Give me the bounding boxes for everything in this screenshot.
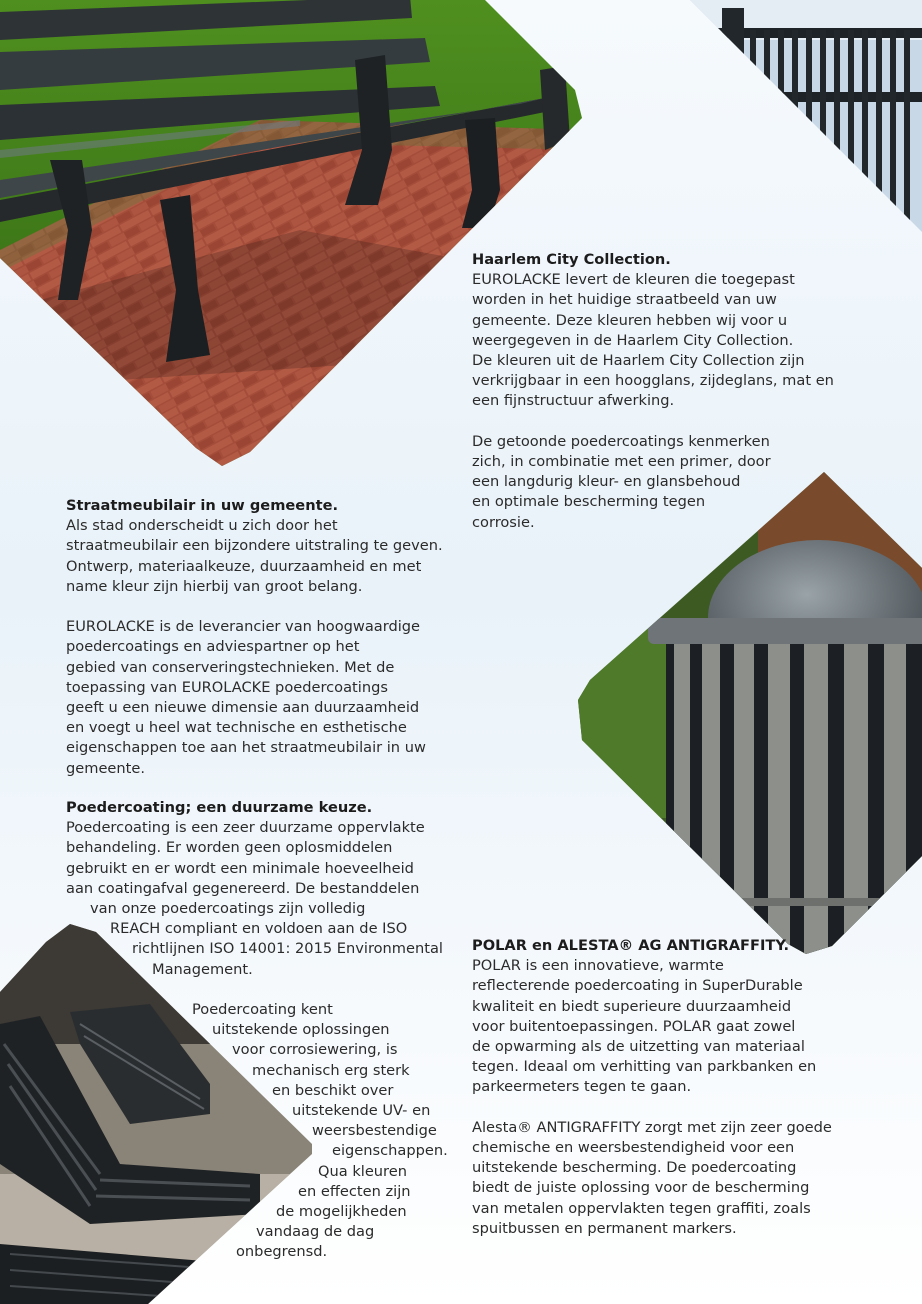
text-line: verkrijgbaar in een hoogglans, zijdeglans, mat en	[472, 372, 834, 390]
text-line: Management.	[152, 960, 253, 978]
polar-heading: POLAR en ALESTA® AG ANTIGRAFFITY.	[472, 937, 790, 954]
text-line: gemeente. Deze kleuren hebben wij voor u	[472, 311, 788, 329]
text-line: vandaag de dag	[256, 1223, 375, 1241]
street-furniture-paragraph-2	[66, 617, 466, 779]
text-line: en optimale bescherming tegen	[472, 493, 706, 511]
text-line: onbegrensd.	[236, 1243, 328, 1261]
haarlem-collection-section	[472, 250, 912, 533]
text-line: gemeente.	[66, 759, 146, 777]
powder-coating-heading: Poedercoating; een duurzame keuze.	[66, 799, 373, 816]
text-line: uitstekende oplossingen	[212, 1021, 390, 1039]
text-line: biedt de juiste oplossing voor de bescherming	[472, 1179, 810, 1197]
text-line: en beschikt over	[272, 1081, 394, 1099]
text-line: EUROLACKE levert de kleuren die toegepast	[472, 271, 795, 289]
text-line: zich, in combinatie met een primer, door	[472, 453, 771, 471]
text-line: spuitbussen en permanent markers.	[472, 1219, 737, 1237]
text-line: kwaliteit en biedt superieure duurzaamheid	[472, 997, 792, 1015]
street-furniture-heading: Straatmeubilair in uw gemeente.	[66, 497, 339, 514]
polar-paragraph-1	[472, 956, 912, 1097]
text-line: poedercoatings en adviespartner op het	[66, 638, 360, 656]
powder-coating-section	[66, 798, 466, 1263]
text-line: een langdurig kleur- en glansbehoud	[472, 473, 741, 491]
text-line: tegen. Ideaal om verhitting van parkbanken en	[472, 1058, 817, 1076]
text-line: een fijnstructuur afwerking.	[472, 392, 675, 410]
text-line: toepassing van EUROLACKE poedercoatings	[66, 678, 388, 696]
text-line: aan coatingafval gegenereerd. De bestanddelen	[66, 879, 420, 897]
text-line: Poedercoating is een zeer duurzame oppervlakte	[66, 819, 425, 837]
text-line: De getoonde poedercoatings kenmerken	[472, 432, 770, 450]
text-line: Ontwerp, materiaalkeuze, duurzaamheid en met	[66, 557, 422, 575]
text-line: parkeermeters tegen te gaan.	[472, 1078, 692, 1096]
text-line: mechanisch erg sterk	[252, 1061, 410, 1079]
text-line: corrosie.	[472, 513, 535, 531]
text-line: de opwarming als de uitzetting van materiaal	[472, 1038, 805, 1056]
text-line: chemische en weersbestendigheid voor een	[472, 1139, 795, 1157]
text-line: en voegt u heel wat technische en esthetische	[66, 719, 407, 737]
text-line: eigenschappen toe aan het straatmeubilair in uw	[66, 739, 426, 757]
text-line: de mogelijkheden	[276, 1203, 407, 1221]
text-line: Qua kleuren	[318, 1162, 407, 1180]
text-line: POLAR is een innovatieve, warmte	[472, 957, 724, 975]
text-line: REACH compliant en voldoen aan de ISO	[110, 920, 408, 938]
text-line: richtlijnen ISO 14001: 2015 Environmental	[132, 940, 443, 958]
street-furniture-paragraph-1	[66, 516, 466, 597]
text-line: straatmeubilair een bijzondere uitstraling te geven.	[66, 537, 443, 555]
polar-antigraffity-section	[472, 936, 912, 1239]
text-line: van metalen oppervlakten tegen graffiti, zoals	[472, 1199, 811, 1217]
text-line: Als stad onderscheidt u zich door het	[66, 517, 338, 535]
text-line: geeft u een nieuwe dimensie aan duurzaamheid	[66, 699, 420, 717]
powder-coating-paragraph-2	[66, 1000, 466, 1263]
text-line: gebied van conserveringstechnieken. Met de	[66, 658, 395, 676]
text-line: behandeling. Er worden geen oplosmiddelen	[66, 839, 393, 857]
text-line: Alesta® ANTIGRAFFITY zorgt met zijn zeer goede	[472, 1118, 832, 1136]
powder-coating-paragraph-1	[66, 818, 466, 980]
text-line: Poedercoating kent	[192, 1001, 333, 1019]
antigraffity-paragraph	[472, 1118, 912, 1239]
text-line: uitstekende UV- en	[292, 1102, 431, 1120]
text-line: voor buitentoepassingen. POLAR gaat zowel	[472, 1017, 796, 1035]
waste-bin-photo	[578, 468, 922, 956]
text-line: eigenschappen.	[332, 1142, 448, 1160]
text-line: van onze poedercoatings zijn volledig	[90, 900, 366, 918]
text-line: EUROLACKE is de leverancier van hoogwaardige	[66, 618, 421, 636]
text-line: weergegeven in de Haarlem City Collection.	[472, 331, 794, 349]
fence-photo	[690, 0, 922, 232]
haarlem-paragraph-2	[472, 432, 912, 533]
text-line: name kleur zijn hierbij van groot belang.	[66, 577, 363, 595]
text-line: De kleuren uit de Haarlem City Collection zijn	[472, 352, 805, 370]
text-line: gebruikt en er wordt een minimale hoeveelheid	[66, 859, 414, 877]
text-line: worden in het huidige straatbeeld van uw	[472, 291, 777, 309]
haarlem-paragraph-1	[472, 270, 912, 411]
text-line: uitstekende bescherming. De poedercoating	[472, 1159, 797, 1177]
haarlem-heading: Haarlem City Collection.	[472, 251, 671, 268]
text-line: reflecterende poedercoating in SuperDurable	[472, 977, 803, 995]
text-line: weersbestendige	[312, 1122, 437, 1140]
street-furniture-section	[66, 496, 466, 779]
text-line: voor corrosiewering, is	[232, 1041, 398, 1059]
text-line: en effecten zijn	[298, 1182, 411, 1200]
